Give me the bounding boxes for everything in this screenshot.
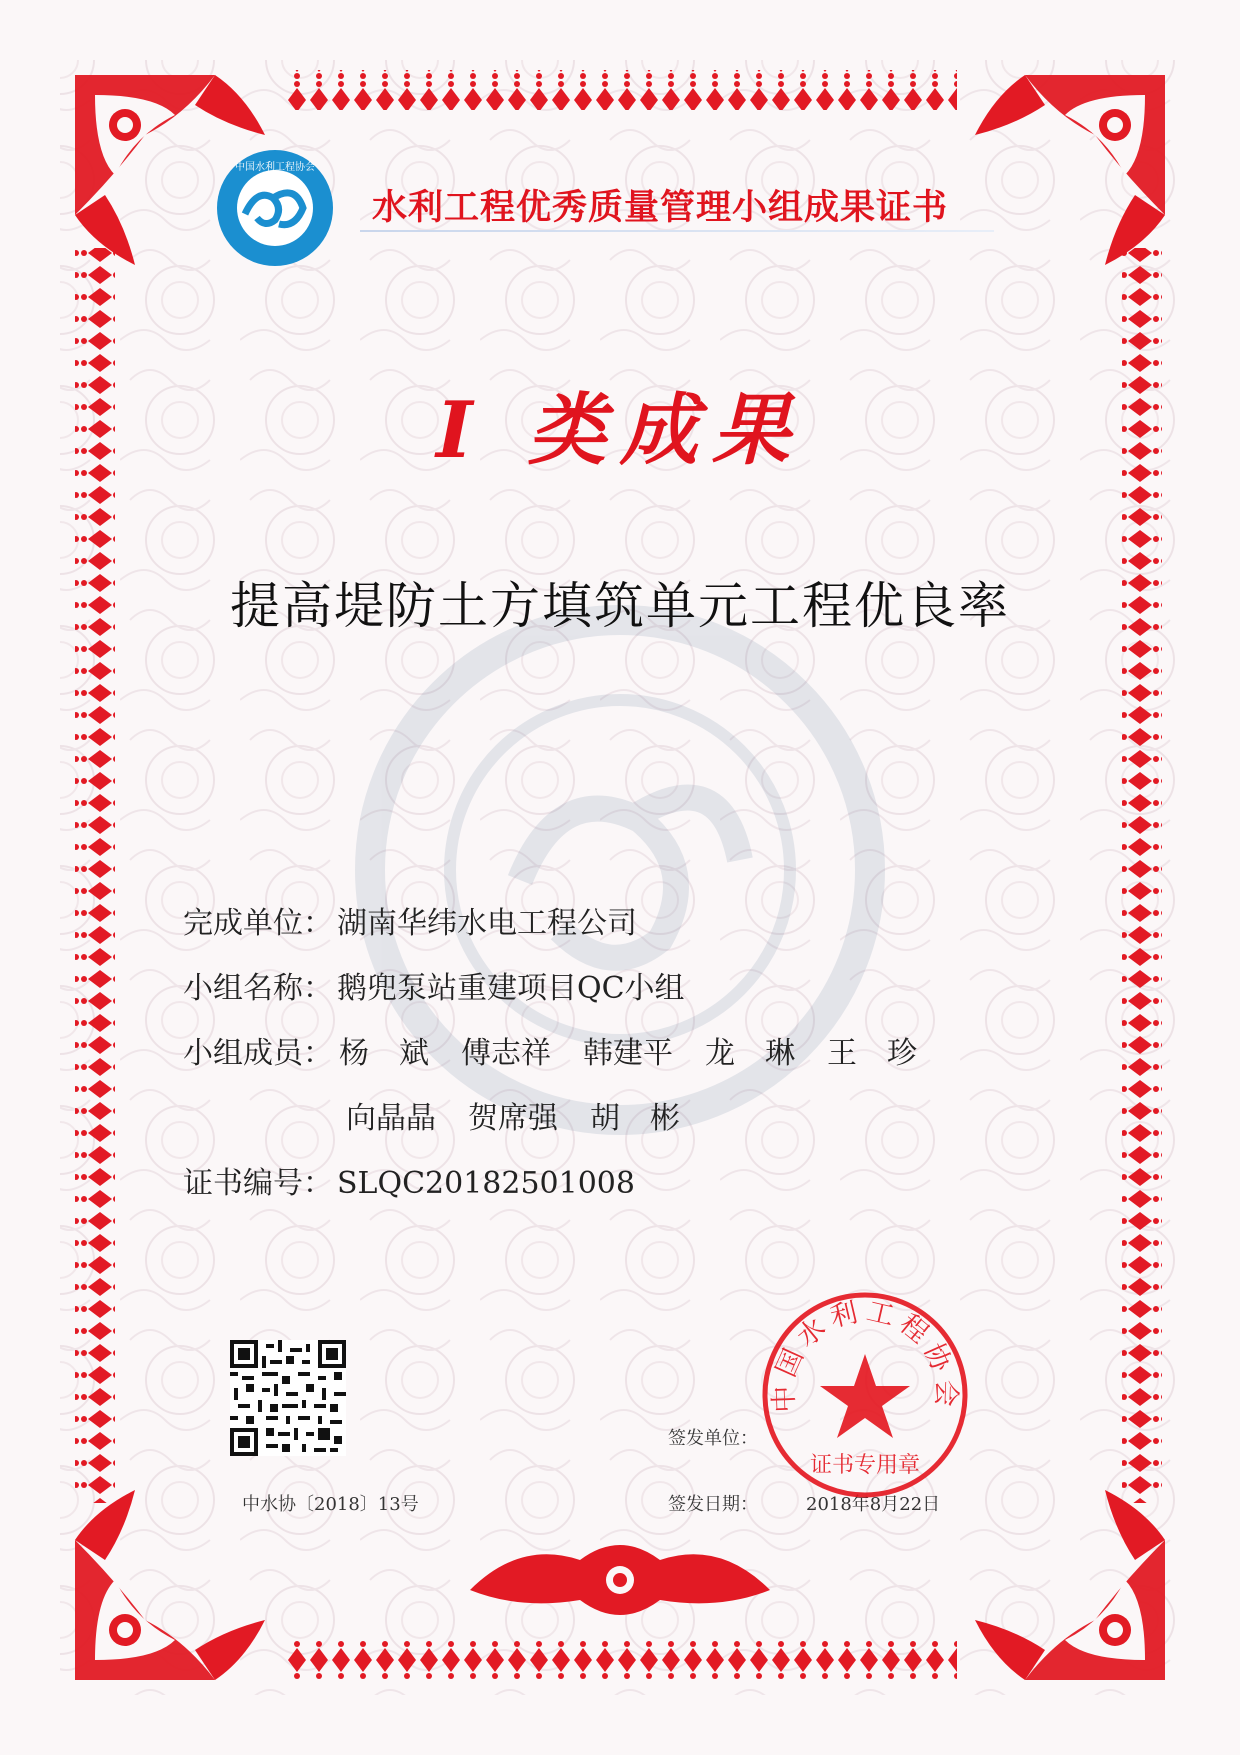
certificate-number-label: 证书编号： — [183, 1166, 333, 1201]
group-members-row-2 — [346, 1093, 712, 1137]
issuer-label: 签发单位： — [668, 1428, 758, 1449]
group-members-label: 小组成员： — [183, 1036, 333, 1071]
member-name: 王 珍 — [827, 1036, 917, 1071]
header-divider — [360, 230, 994, 232]
seal-org-text: 中国水利工程协会 — [768, 1295, 962, 1414]
official-seal — [760, 1290, 970, 1500]
member-name: 韩建平 — [583, 1036, 673, 1071]
project-title: 提高堤防土方填筑单元工程优良率 — [230, 577, 1010, 635]
completion-unit-label: 完成单位： — [183, 906, 333, 941]
certificate-header-title: 水利工程优秀质量管理小组成果证书 — [372, 188, 949, 228]
completion-unit-value: 湖南华纬水电工程公司 — [337, 906, 637, 941]
member-name: 胡 彬 — [590, 1101, 680, 1136]
completion-unit-row — [183, 898, 637, 942]
group-name-row — [183, 963, 685, 1007]
certificate-number-row — [183, 1158, 635, 1202]
document-number: 中水协〔2018〕13号 — [242, 1494, 419, 1515]
award-grade: I 类成果 — [436, 385, 804, 476]
group-members-row — [183, 1028, 949, 1072]
star-icon — [820, 1354, 910, 1438]
seal-type-text: 证书专用章 — [809, 1453, 921, 1478]
member-name: 向晶晶 — [346, 1101, 436, 1136]
qr-code — [230, 1340, 346, 1456]
logo-text: 中国水利工程协会 — [235, 162, 315, 173]
member-name: 贺席强 — [468, 1101, 558, 1136]
certificate-number-value: SLQC20182501008 — [337, 1166, 635, 1201]
group-name-value: 鹅兜泵站重建项目QC小组 — [337, 971, 685, 1006]
group-name-label: 小组名称： — [183, 971, 333, 1006]
association-logo — [215, 148, 335, 268]
member-name: 龙 琳 — [705, 1036, 795, 1071]
issue-date-value: 2018年8月22日 — [806, 1494, 941, 1515]
issue-date-label: 签发日期： — [668, 1494, 758, 1515]
member-name: 杨 斌 — [339, 1036, 429, 1071]
member-name: 傅志祥 — [461, 1036, 551, 1071]
